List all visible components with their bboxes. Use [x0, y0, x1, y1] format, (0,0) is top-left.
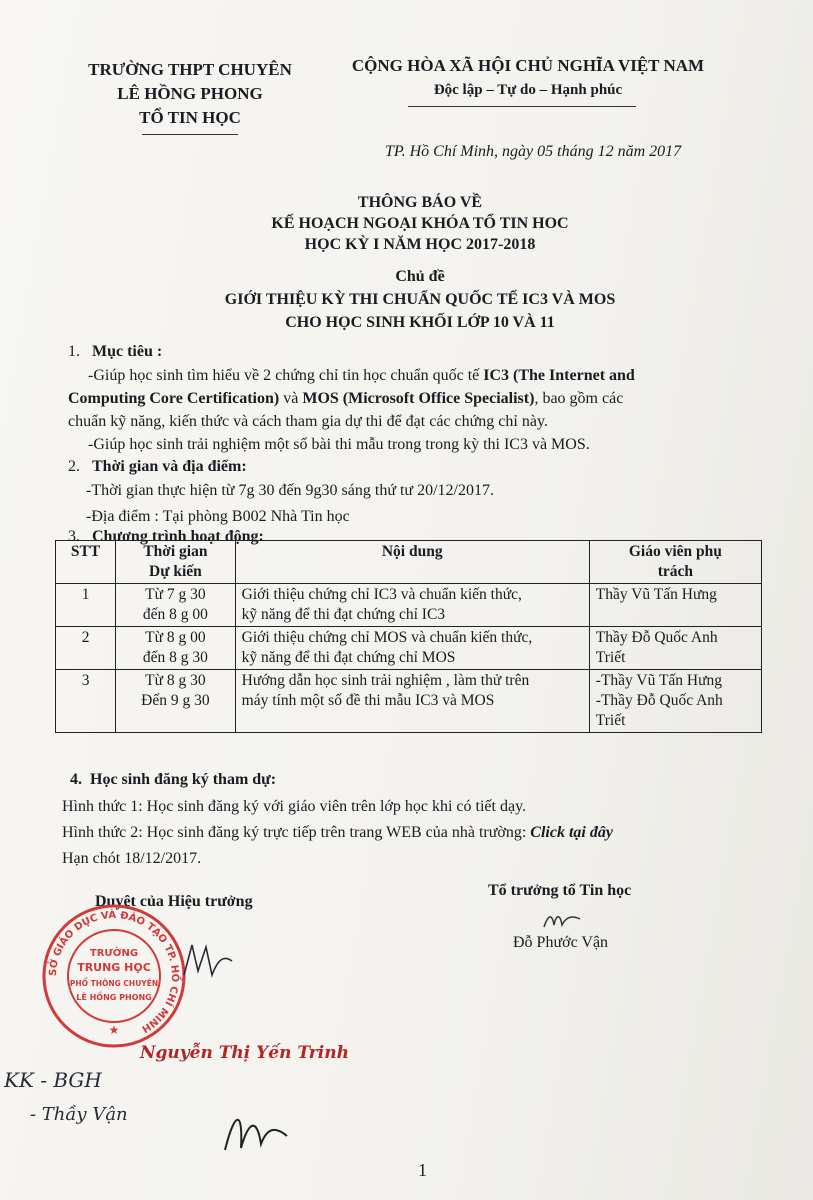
head-of-department-name: Đỗ Phước Vận	[513, 934, 609, 951]
registration-deadline: Hạn chót 18/12/2017.	[62, 850, 202, 867]
principal-name: Nguyễn Thị Yến Trinh	[140, 1043, 349, 1063]
stamp-center-2: TRUNG HỌC	[77, 961, 151, 974]
col-teacher	[589, 541, 761, 584]
col-time-line1: Thời gian	[143, 543, 208, 560]
school-name-line1: TRƯỜNG THPT CHUYÊN	[88, 60, 292, 79]
activity-table	[55, 540, 762, 733]
topic-line2: CHO HỌC SINH KHỐI LỚP 10 VÀ 11	[285, 314, 555, 331]
row-content	[235, 670, 589, 733]
section3-title: Chương trình hoạt động:	[92, 528, 264, 545]
row-teacher	[589, 670, 761, 733]
table-row	[56, 627, 762, 670]
section1-line3: chuẩn kỹ năng, kiến thức và cách tham gia dự thi để đạt các chứng chỉ này.	[68, 413, 548, 430]
section3-number: 3.	[68, 528, 80, 545]
section2-heading	[68, 455, 247, 478]
row-stt: 1	[56, 584, 116, 627]
row-time-end: Đến 9 g 30	[141, 692, 210, 709]
row-teacher-line1: Thầy Đỗ Quốc Anh	[595, 629, 718, 646]
topic-label: Chủ đề	[395, 268, 445, 285]
col-stt: STT	[56, 541, 116, 584]
section1-ic3-full: Computing Core Certification)	[68, 390, 280, 407]
registration-form1: Hình thức 1: Học sinh đăng ký với giáo viên trên lớp học khi có tiết dạy.	[62, 798, 527, 815]
section4-number: 4.	[70, 771, 82, 788]
section1-number: 1.	[68, 343, 80, 360]
handwritten-note-line1: KK - BGH	[4, 1068, 102, 1092]
title-line1: THÔNG BÁO VỀ	[357, 194, 483, 211]
section1-paragraph2: -Giúp học sinh trải nghiệm một số bài thi mẫu trong trong kỳ thi IC3 và MOS.	[88, 436, 590, 453]
dateline: TP. Hồ Chí Minh, ngày 05 tháng 12 năm 2017	[385, 143, 682, 160]
col-time-line2: Dự kiến	[149, 563, 202, 580]
row-content-line2: máy tính một số đề thi mẫu IC3 và MOS	[241, 692, 495, 709]
principal-signature-icon	[178, 935, 238, 985]
row-time-start: Từ 7 g 30	[145, 586, 206, 603]
row-teacher	[589, 627, 761, 670]
row-time	[116, 627, 235, 670]
registration-form2	[62, 821, 613, 844]
row-content	[235, 627, 589, 670]
row-teacher	[589, 584, 761, 627]
stamp-ring-text: SỞ GIÁO DỤC VÀ ĐÀO TẠO TP. HỒ CHÍ MINH	[47, 909, 181, 1035]
row-time	[116, 584, 235, 627]
col-time	[116, 541, 235, 584]
national-header	[318, 54, 738, 102]
section1-title: Mục tiêu :	[92, 343, 163, 360]
page-number: 1	[418, 1160, 427, 1180]
table-row	[56, 584, 762, 627]
head-signature-icon	[540, 905, 590, 935]
col-teacher-line2: trách	[657, 563, 694, 580]
row-teacher-line1: -Thầy Vũ Tấn Hưng	[595, 672, 723, 689]
handwritten-initials-icon	[215, 1100, 295, 1160]
row-time-start: Từ 8 g 00	[145, 629, 206, 646]
row-stt: 3	[56, 670, 116, 733]
principal-approval-title: Duyệt của Hiệu trưởng	[95, 893, 253, 910]
topic-line1: GIỚI THIỆU KỲ THI CHUẨN QUỐC TẾ IC3 VÀ MOS	[224, 291, 616, 308]
row-time-end: đến 8 g 00	[142, 606, 208, 623]
section2-time: -Thời gian thực hiện từ 7g 30 đến 9g30 sáng thứ tư 20/12/2017.	[86, 482, 494, 499]
topic-block	[110, 265, 730, 334]
table-header-row	[56, 541, 762, 584]
stamp-center-1: TRƯỜNG	[89, 948, 139, 959]
row-time-start: Từ 8 g 30	[145, 672, 206, 689]
stamp-star-icon: ★	[108, 1023, 120, 1037]
title-line2: KẾ HOẠCH NGOẠI KHÓA TỔ TIN HOC	[271, 215, 569, 232]
section1-and: và	[279, 390, 303, 407]
header-right-rule	[408, 106, 636, 107]
school-name-line2: LÊ HỒNG PHONG	[117, 84, 263, 103]
row-teacher-line2: Triết	[595, 649, 626, 666]
row-time-end: đến 8 g 30	[142, 649, 208, 666]
row-time	[116, 670, 235, 733]
row-teacher-line2: -Thầy Đỗ Quốc Anh	[595, 692, 723, 709]
row-content-line1: Hướng dẫn học sinh trải nghiệm , làm thử trên	[241, 672, 530, 689]
row-content-line2: kỹ năng để thi đạt chứng chỉ IC3	[241, 606, 446, 623]
document-title	[120, 192, 720, 255]
stamp-center-3: PHỔ THÔNG CHUYÊN	[69, 979, 159, 988]
header-left-rule	[142, 134, 238, 135]
table-row	[56, 670, 762, 733]
section1-ic3: IC3 (The Internet and	[483, 367, 635, 384]
country-name: CỘNG HÒA XÃ HỘI CHỦ NGHĨA VIỆT NAM	[351, 56, 705, 75]
col-content: Nội dung	[235, 541, 589, 584]
section1-includes: , bao gồm các	[534, 390, 624, 407]
row-content-line2: kỹ năng để thi đạt chứng chỉ MOS	[241, 649, 456, 666]
department-name: TỔ TIN HỌC	[139, 108, 241, 127]
stamp-center-4: LÊ HỒNG PHONG	[76, 993, 152, 1002]
col-teacher-line1: Giáo viên phụ	[628, 543, 722, 560]
section2-place: -Địa điểm : Tại phòng B002 Nhà Tin học	[86, 508, 350, 525]
head-of-department-title: Tổ trưởng tổ Tin học	[488, 882, 632, 899]
row-stt: 2	[56, 627, 116, 670]
registration-form2-text: Hình thức 2: Học sinh đăng ký trực tiếp trên trang WEB của nhà trường:	[62, 824, 531, 841]
section1-text: -Giúp học sinh tìm hiểu về 2 chứng chỉ tin học chuẩn quốc tế	[88, 367, 484, 384]
handwritten-note-line2: - Thầy Vận	[30, 1104, 128, 1125]
section2-number: 2.	[68, 458, 80, 475]
section2-title: Thời gian và địa điểm:	[92, 458, 247, 475]
section4-heading	[70, 768, 276, 791]
section1-mos: MOS (Microsoft Office Specialist)	[302, 390, 535, 407]
row-teacher-line1: Thầy Vũ Tấn Hưng	[595, 586, 717, 603]
title-line3: HỌC KỲ I NĂM HỌC 2017-2018	[304, 236, 536, 253]
national-motto: Độc lập – Tự do – Hạnh phúc	[433, 82, 623, 98]
section4-title: Học sinh đăng ký tham dự:	[90, 771, 277, 788]
official-stamp-icon	[38, 900, 190, 1052]
school-header	[40, 58, 340, 130]
row-content-line1: Giới thiệu chứng chỉ MOS và chuẩn kiến thức,	[241, 629, 533, 646]
row-teacher-line3: Triết	[595, 712, 626, 729]
row-content-line1: Giới thiệu chứng chỉ IC3 và chuẩn kiến thức,	[241, 586, 522, 603]
registration-link[interactable]: Click tại đây	[530, 824, 613, 841]
row-content	[235, 584, 589, 627]
section1-paragraph1	[68, 354, 635, 456]
